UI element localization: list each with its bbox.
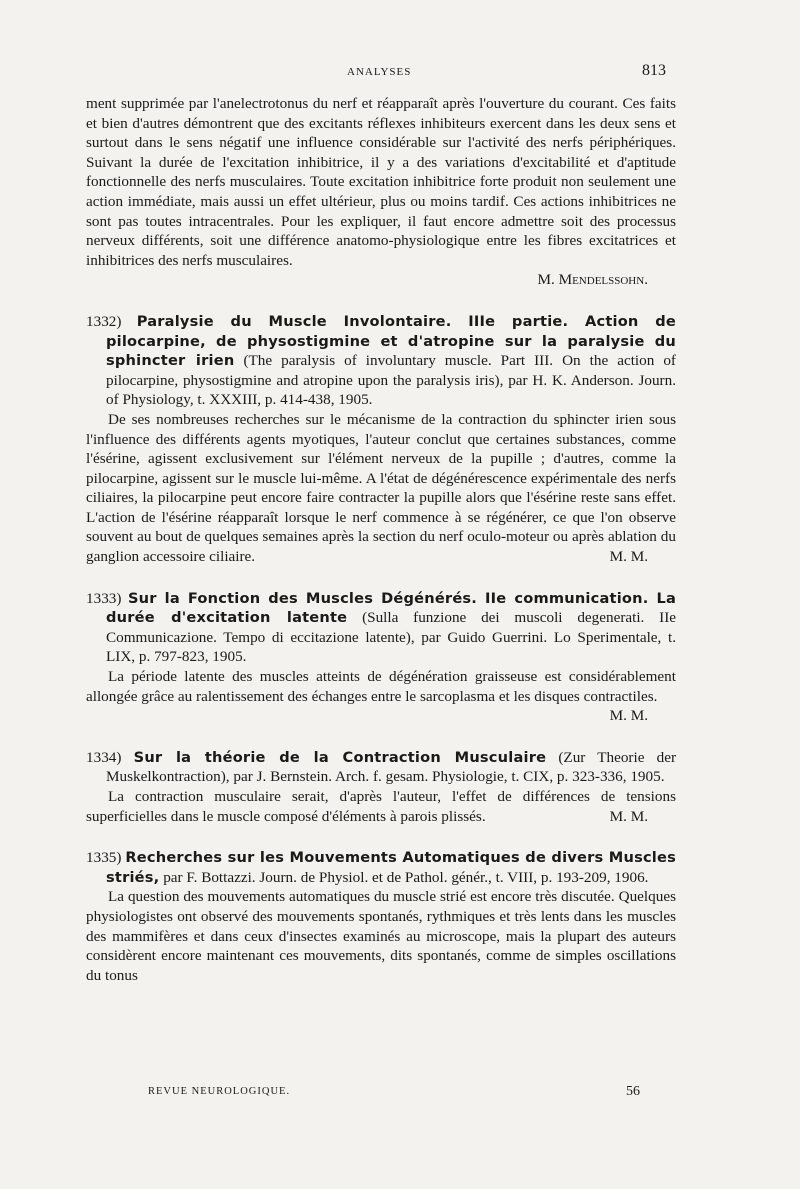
entry-number: 1334) xyxy=(86,748,122,766)
entry-title: Sur la théorie de la Contraction Musculaire xyxy=(133,748,547,766)
entry-body-text: La question des mouvements automatiques du muscle strié est encore très discutée. Quelques physiologistes ont observé des mouvements spontanés, rythmiques et très lents dans les muscles des mammifères et dans ceux d'insectes examinés au microscope, mais la plupart des auteurs considèrent encore maintenant ces mouvements, dits spontanés, comme de simples oscillations du tonus xyxy=(86,888,676,984)
footer-journal-name: REVUE NEUROLOGIQUE. xyxy=(148,1086,291,1097)
entry-signature: M. M. xyxy=(609,548,648,566)
entry-body xyxy=(86,667,676,725)
entry-title: Recherches sur les Mouvements Automatiques de divers Muscles striés, xyxy=(106,849,676,886)
entry-heading xyxy=(86,748,676,787)
entry-reference: (Sulla funzione dei muscoli degenerati. IIe Communicazione. Tempo di eccitazione latente), par Guido Guerrini. Lo Sperimentale, t. LIX, p. 797-823, 1905. xyxy=(106,609,677,666)
entry-body-text: La contraction musculaire serait, d'après l'auteur, l'effet de différences de tensions superficielles dans le muscle composé d'éléments à parois plissés. xyxy=(86,788,676,825)
entry-body xyxy=(86,410,676,567)
entry-signature: M. M. xyxy=(609,807,648,825)
entry-reference: (Zur Theorie der Muskelkontraction), par J. Bernstein. Arch. f. gesam. Physiologie, t. CIX, p. 323-336, 1905. xyxy=(106,748,677,786)
footer-sheet-number: 56 xyxy=(626,1084,640,1099)
running-header xyxy=(0,62,800,82)
abstract-entry-1332 xyxy=(86,312,676,567)
entry-reference: par F. Bottazzi. Journ. de Physiol. et de Pathol. génér., t. VIII, p. 193-209, 1906. xyxy=(163,868,649,886)
entry-body xyxy=(86,887,676,985)
entry-number: 1333) xyxy=(86,589,122,607)
intro-signature: M. Mendelssohn. xyxy=(537,271,648,289)
entry-title: Paralysie du Muscle Involontaire. IIIe partie. Action de pilocarpine, de physostigmine et d'atropine sur la paralysie du sphincter irien xyxy=(106,312,677,370)
entry-number: 1332) xyxy=(86,312,122,330)
abstract-entry-1333 xyxy=(86,589,676,726)
entry-number: 1335) xyxy=(86,849,122,867)
entry-heading xyxy=(86,589,676,667)
entry-body-text: De ses nombreuses recherches sur le mécanisme de la contraction du sphincter irien sous l'influence des différents agents myotiques, l'auteur conclut que certaines substances, comme l'ésérine, agissent exclusivement sur l'élément nerveux de la pupille ; d'autres, comme la pilocarpine, agissent sur le muscle lui-même. A l'état de dégénérescence expérimentale des nerfs ciliaires, la pilocarpine peut encore faire contracter la pupille alors que l'ésérine reste sans effet. L'action de l'ésérine réapparaît lorsque le nerf commence à se régénérer, ce que l'on observe souvent au bout de quelques semaines après la section du nerf oculo-moteur ou après ablation du ganglion accessoire ciliaire. xyxy=(86,410,676,566)
abstract-entry-1335 xyxy=(86,848,676,985)
page-footer xyxy=(0,1084,800,1104)
intro-paragraph: ment supprimée par l'anelectrotonus du nerf et réapparaît après l'ouverture du courant. Ces faits et bien d'autres démontrent que des excitants réflexes inhibiteurs exercent dans les deux sens et surtout dans le sens négatif une influence considérable sur l'activité des nerfs périphériques. Suivant la durée de l'excitation inhibitrice, il y a des variations d'excitabilité et d'aptitude fonctionnelle des nerfs musculaires. Toute excitation inhibitrice forte produit non seulement une action immédiate, mais aussi un effet ultérieur, plus ou moins tardif. Ces actions inhibitrices ne sont pas toutes intracentrales. Pour les expliquer, il faut encore admettre soit des processus nerveux différents, soit une différence anatomo-physiologique entre les fibres excitatrices et inhibitrices des nerfs musculaires. xyxy=(86,95,676,269)
entry-heading xyxy=(86,848,676,887)
intro-section xyxy=(86,94,676,290)
entry-body-text: La période latente des muscles atteints de dégénération graisseuse est considérablement allongée grâce au ralentissement des échanges entre le sarcoplasma et les disques contractiles. xyxy=(86,668,676,705)
entry-signature: M. M. xyxy=(609,707,648,725)
entry-heading xyxy=(86,312,676,410)
entry-body xyxy=(86,787,676,826)
running-title: ANALYSES xyxy=(347,66,412,78)
page-number: 813 xyxy=(642,62,666,79)
entry-title: Sur la Fonction des Muscles Dégénérés. IIe communication. La durée d'excitation latente xyxy=(106,589,676,627)
entry-reference: (The paralysis of involuntary muscle. Part III. On the action of pilocarpine, physostigmine and atropine upon the paralysis iris), par H. K. Anderson. Journ. of Physiology, t. XXXIII, p. 414-438, 1905. xyxy=(106,352,676,409)
abstract-entry-1334 xyxy=(86,748,676,826)
page-content xyxy=(86,94,676,985)
